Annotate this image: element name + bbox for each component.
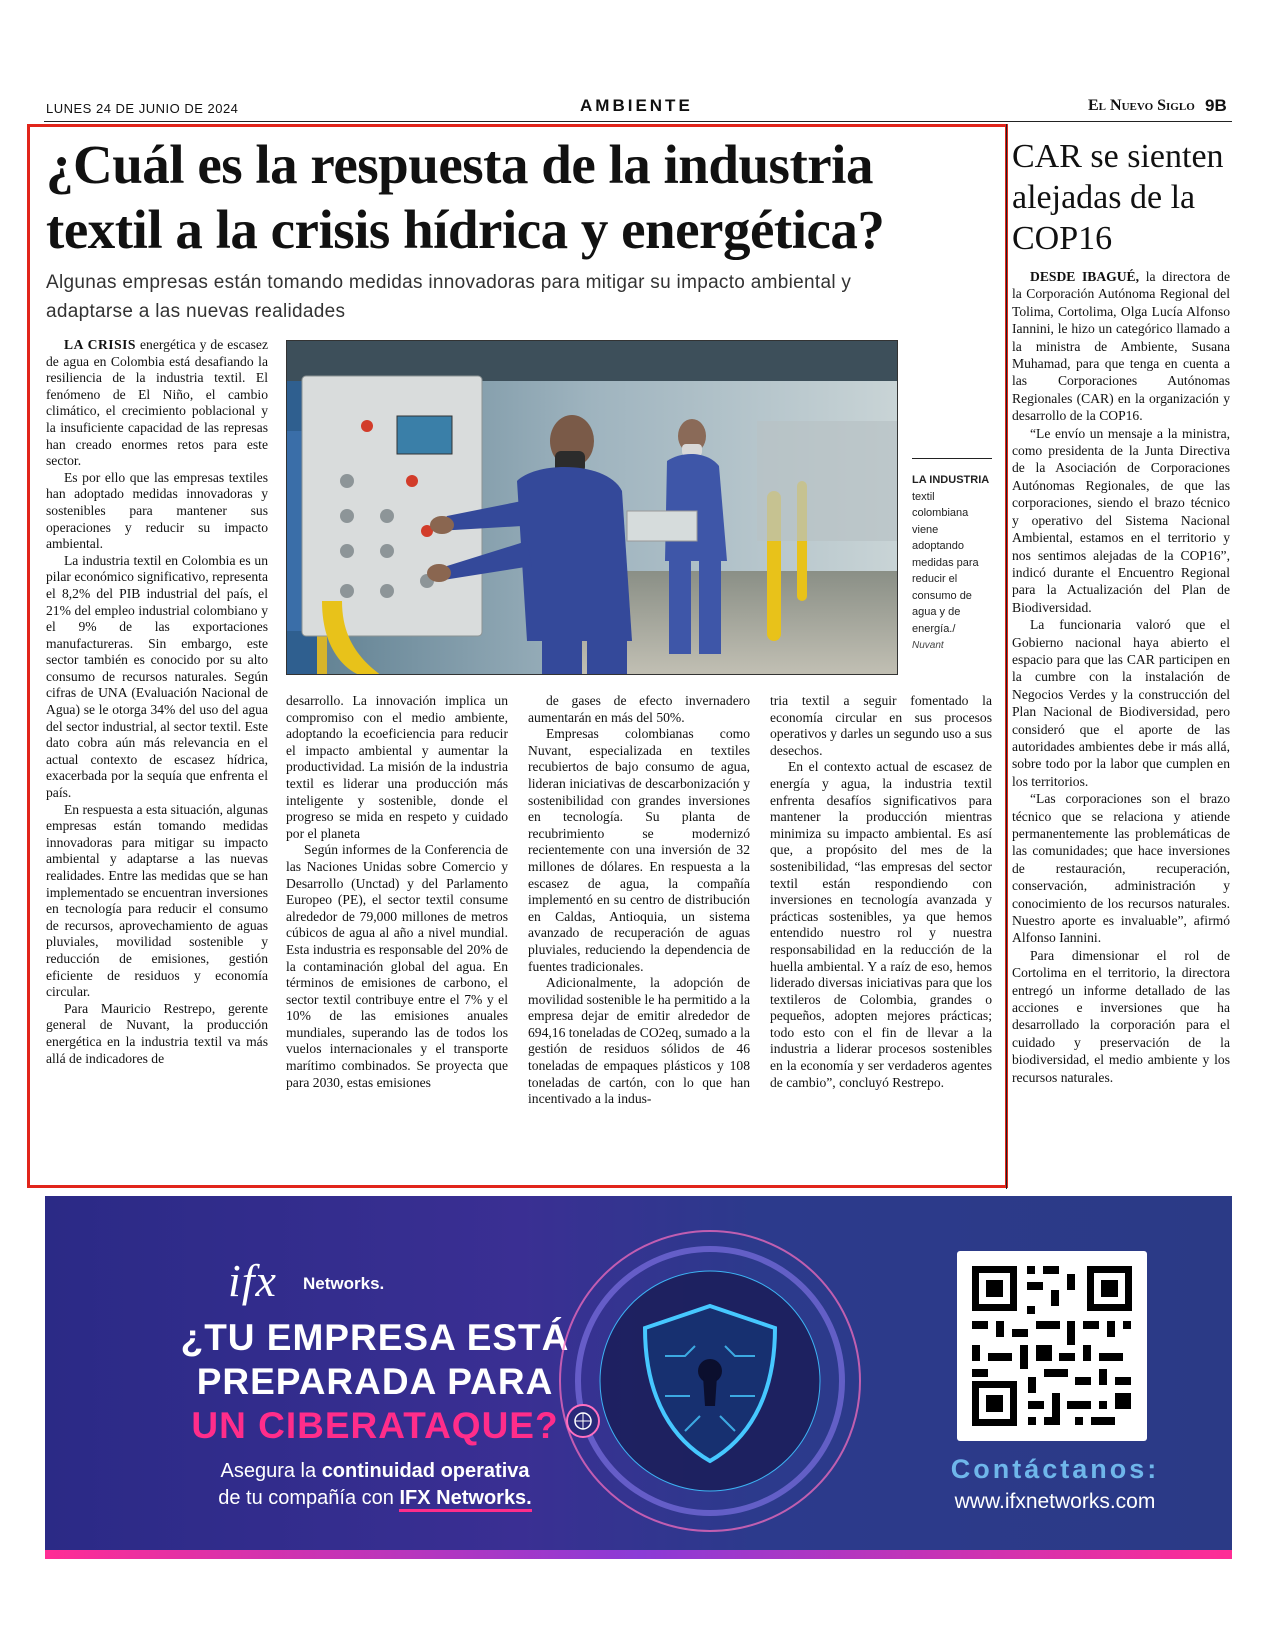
article-column-4 bbox=[770, 693, 992, 1091]
factory-worker-image bbox=[287, 341, 898, 675]
paragraph: La industria textil en Colombia es un pilar económico significativo, representa el 8,2% del PIB industrial del país, el 21% del empleo industrial colombiano y el 9% de las exportaciones manufactureras. Sin embargo, este sector también es conocido por su alto consumo de recursos naturales. Según cifras de UNA (Evaluación Nacional de Agua) se le otorga 34% del uso del agua del sector industrial, al sector textil. Este dato cobra aún más relevancia en el actual contexto de escasez hídrica, exacerbada por la sequía que enfrenta el país. bbox=[46, 552, 268, 801]
paragraph: Adicionalmente, la adopción de movilidad sostenible le ha permitido a la empresa dejar de emitir alrededor de 694,16 toneladas de CO2eq, sumado a la gestión de residuos sólidos de 46 toneladas de empaques plásticos y 108 toneladas de cartón, con lo que han incentivado a la indus- bbox=[528, 975, 750, 1107]
ad-subtext-bold: continuidad operativa bbox=[321, 1460, 530, 1482]
paragraph: “Las corporaciones son el brazo técnico que se relaciona y atiende permanentemente las problemáticas de las comunidades; que hace inversiones de restauración, recuperación, conservación, administración y conocimiento de los recursos naturales. Nuestro aporte es invaluable”, afirmó Alfonso Iannini. bbox=[1012, 791, 1230, 946]
paragraph bbox=[1012, 268, 1230, 425]
ifx-logo: ifx bbox=[228, 1255, 277, 1306]
article-photo bbox=[286, 340, 898, 675]
issue-date: LUNES 24 DE JUNIO DE 2024 bbox=[46, 101, 239, 116]
paragraph: Según informes de la Conferencia de las Naciones Unidas sobre Comercio y Desarrollo (Unctad) y del Parlamento Europeo (PE), el sector textil consume alrededor de 79,000 millones de metros cúbicos de agua al año a nivel mundial. Esta industria es responsable del 20% de la contaminación global del agua. En términos de emisiones de carbono, el sector textil contribuye entre el 7% y el 10% de las emisiones anuales mundiales, superando las de todos los vuelos internacionales y el transporte marítimo combinados. Se proyecta que para 2030, estas emisiones bbox=[286, 842, 508, 1090]
paragraph: En respuesta a esta situación, algunas empresas están tomando medidas innovadoras para mitigar su impacto ambiental y adaptarse a las nuevas realidades. Entre las medidas que se han implementado se encuentran inversiones en tecnología para reducir el consumo de recursos, aprovechamiento de aguas pluviales, movilidad sostenible y reducción de emisiones, gestión eficiente de residuos y economía circular. bbox=[46, 801, 268, 1000]
ifx-logo-suffix: Networks. bbox=[303, 1274, 385, 1293]
photo-credit: Nuvant bbox=[912, 640, 944, 651]
caption-lead: LA INDUSTRIA bbox=[912, 474, 990, 486]
paragraph bbox=[46, 337, 268, 470]
article-headline: ¿Cuál es la respuesta de la industria textil a la crisis hídrica y energética? bbox=[46, 134, 885, 260]
paragraph: En el contexto actual de escasez de energía y agua, la industria textil enfrenta desafíos significativos para mantener la producción mientras minimiza su impacto ambiental. Es así que, a propósito del mes de la sostenibilidad, “las empresas del sector textil están respondiendo con inversiones en tecnología avanzada y prácticas sostenibles, ya que hemos entendido nuestro rol y nuestra responsabilidad en la reducción de la huella ambiental. Y a raíz de eso, hemos liderado diversas iniciativas para que los textileros de Colombia, grandes o pequeños, adopten mejores prácticas; todo esto con el fin de llevar a la industria a liderar procesos sostenibles en la economía y ser verdaderos agentes de cambio”, concluyó Restrepo. bbox=[770, 759, 992, 1090]
page-number: 9B bbox=[1205, 96, 1227, 115]
paragraph: La funcionaria valoró que el Gobierno nacional haya abierto el espacio para que las CAR participen en la cumbre con la instalación de Negocios Verdes y la construcción del Plan Nacional de Biodiversidad, pero consideró que el aporte de las autoridades ambientes debe ir más allá, sobre todo por la labor que cumplen en los territorios. bbox=[1012, 617, 1230, 789]
paragraph: de gases de efecto invernadero aumentarán en más del 50%. bbox=[528, 693, 750, 725]
sidebar-divider bbox=[1006, 124, 1007, 1189]
ad-contact-label: Contáctanos: bbox=[950, 1454, 1160, 1484]
ad-headline-highlight: UN CIBERATAQUE? bbox=[191, 1405, 559, 1446]
qr-code[interactable] bbox=[957, 1251, 1147, 1441]
section-title: AMBIENTE bbox=[580, 96, 693, 115]
paragraph: Para Mauricio Restrepo, gerente general de Nuvant, la producción energética en la industria textil va más allá de indicadores de bbox=[46, 1000, 268, 1066]
ad-website-link[interactable]: www.ifxnetworks.com bbox=[954, 1490, 1156, 1513]
ad-subtext-brand: IFX Networks. bbox=[399, 1487, 531, 1512]
caption-text: textil colombiana viene adoptando medidas para reducir el consumo de agua y de energía./ bbox=[912, 490, 979, 635]
photo-caption bbox=[912, 472, 992, 654]
ad-bottom-bar bbox=[45, 1550, 1232, 1559]
paragraph-text: la directora de la Corporación Autónoma Regional del Tolima, Cortolima, Olga Lucía Alfonso Iannini, le hizo un categórico llamado a la ministra de Ambiente, Susana Muhamad, para que tenga en cuenta a las Corporaciones Autónomas Regionales (CAR) en la organización y desarrollo de la COP16. bbox=[1012, 269, 1230, 424]
paragraph: “Le envío un mensaje a la ministra, como presidenta de la Junta Directiva de la Asociación de Corporaciones Autónomas Regionales, de que las corporaciones, siendo el brazo técnico y operativo del Sistema Nacional Ambiental, estamos en el territorio y nos sentimos alejadas de la COP16”, indicó durante el Encuentro Regional para la Actualización del Plan de Biodiversidad. bbox=[1012, 425, 1230, 615]
paragraph-text: energética y de escasez de agua en Colombia está desafiando la resiliencia de la industria textil. El fenómeno de El Niño, el cambio climático, el crecimiento poblacional y la insuficiente capacidad de las represas han creado enormes retos para este sector. bbox=[46, 337, 268, 469]
qr-code-pattern bbox=[957, 1251, 1147, 1441]
ad-subtext-part: de tu compañía con bbox=[218, 1487, 394, 1509]
paragraph: Empresas colombianas como Nuvant, especializada en textiles recubiertos de bajo consumo de agua, lideran iniciativas de descarbonización y sostenibilidad con grandes inversiones en tecnología. Su planta de recubrimiento se modernizó recientemente con una inversión de 32 millones de dólares. En respuesta a la escasez de agua, la compañía implementó en su centro de distribución en Caldas, Antioquia, un sistema avanzado de recuperación de aguas pluviales, reduciendo la dependencia de fuentes tradicionales. bbox=[528, 726, 750, 974]
paragraph: Es por ello que las empresas textiles han adoptado medidas innovadoras y sostenibles para mantener sus operaciones y reducir su impacto ambiental. bbox=[46, 469, 268, 552]
lead-caps: DESDE IBAGUÉ, bbox=[1030, 269, 1140, 284]
article-column-2 bbox=[286, 693, 508, 1091]
ad-subtext-part: Asegura la bbox=[220, 1460, 317, 1482]
ifx-advertisement[interactable] bbox=[45, 1196, 1232, 1559]
sidebar-body bbox=[1012, 268, 1230, 1086]
paragraph: Para dimensionar el rol de Cortolima en el territorio, la directora entregó un informe detallado de las acciones e inversiones que ha desarrollado la corporación para el cuidado y preservación de la biodiversidad, el medio ambiente y los recursos naturales. bbox=[1012, 947, 1230, 1085]
cyber-shield-graphic bbox=[545, 1216, 875, 1546]
article-subhead: Algunas empresas están tomando medidas innovadoras para mitigar su impacto ambiental y adaptarse a las nuevas realidades bbox=[46, 272, 852, 322]
article-column-3 bbox=[528, 693, 750, 1108]
paragraph: desarrollo. La innovación implica un compromiso con el medio ambiente, adoptando la ecoeficiencia para reducir el impacto ambiental y aumentar la productividad. La misión de la industria textil es liderar una producción más inteligente y sostenible, donde el progreso se mida en respeto y cuidado por el planeta bbox=[286, 693, 508, 841]
header-rule bbox=[44, 121, 1232, 122]
lead-caps: LA CRISIS bbox=[64, 337, 136, 352]
article-column-1 bbox=[46, 337, 268, 1067]
sidebar-headline: CAR se sienten alejadas de la COP16 bbox=[1012, 138, 1224, 257]
paragraph: tria textil a seguir fomentado la economía circular en sus procesos operativos y darles un segundo uso a sus desechos. bbox=[770, 693, 992, 758]
ad-headline: ¿TU EMPRESA ESTÁ PREPARADA PARA bbox=[180, 1317, 570, 1402]
newspaper-brand: El Nuevo Siglo bbox=[1088, 97, 1195, 114]
caption-rule bbox=[912, 458, 992, 459]
